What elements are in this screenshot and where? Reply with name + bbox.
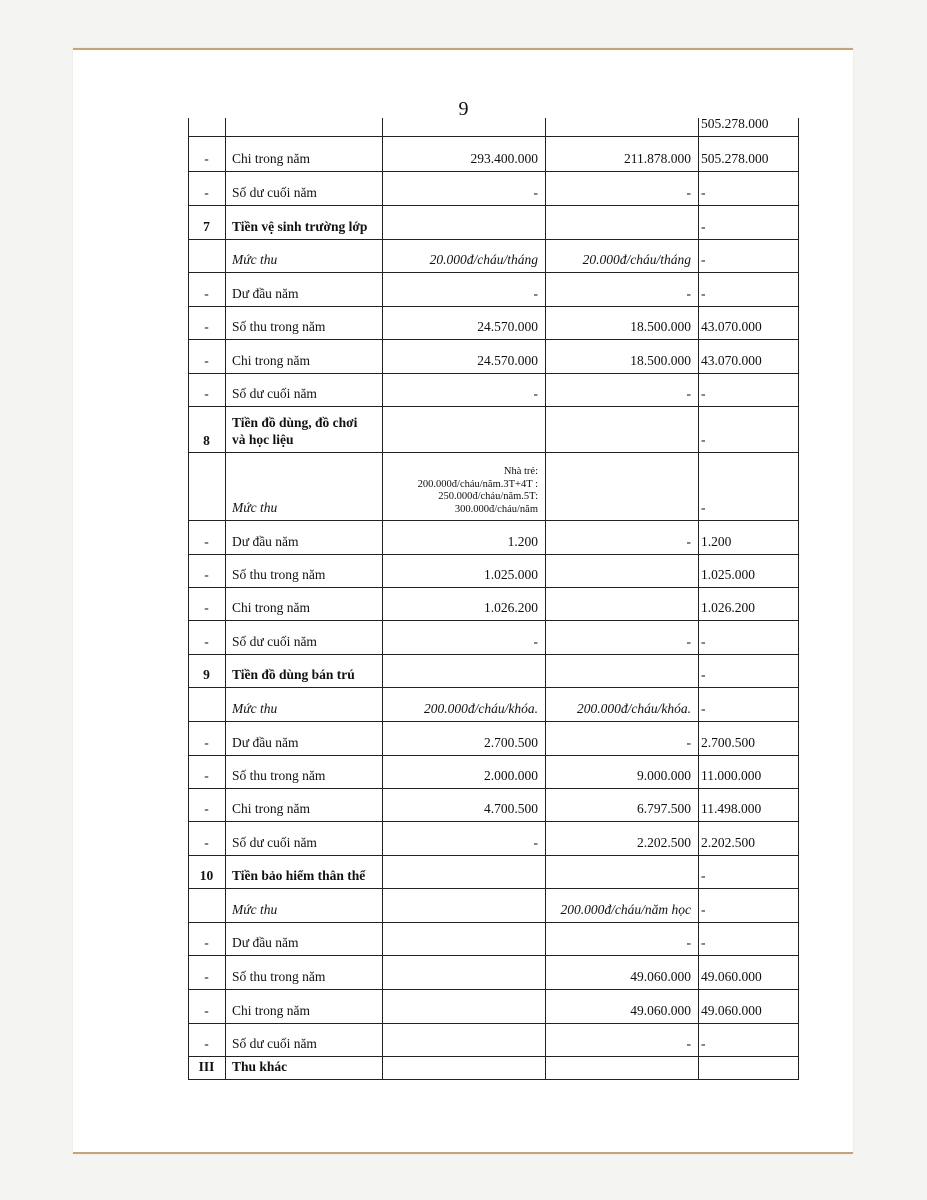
table-row (188, 374, 798, 407)
value-total: 1.025.000 (701, 567, 755, 582)
row-label: Chi trong năm (232, 1003, 310, 1018)
row-number: - (204, 768, 209, 783)
row-number: III (198, 1059, 215, 1074)
table-row (188, 172, 798, 206)
row-label: Chi trong năm (232, 353, 310, 368)
value-col-1: 1.025.000 (484, 567, 538, 582)
row-label: Mức thu (232, 500, 278, 515)
row-label: Số dư cuối năm (232, 835, 317, 850)
table-row (188, 822, 798, 856)
value-total: 1.026.200 (701, 600, 755, 615)
value-col-1: 4.700.500 (484, 801, 538, 816)
value-col-2: 200.000đ/cháu/năm học (560, 902, 691, 917)
value-col-2: 200.000đ/cháu/khóa. (577, 701, 691, 716)
value-total: - (701, 252, 706, 267)
row-number: 9 (203, 667, 210, 682)
row-label: Tiền bảo hiểm thân thể (232, 868, 366, 883)
row-label: Số thu trong năm (232, 567, 326, 582)
row-label: Số dư cuối năm (232, 1036, 317, 1051)
row-number: - (204, 600, 209, 615)
value-col-2: 6.797.500 (637, 801, 691, 816)
row-label: Số thu trong năm (232, 969, 326, 984)
row-label: Tiền đồ dùng bán trú (232, 667, 355, 682)
table-column-rule (382, 118, 383, 1080)
value-col-2: 18.500.000 (630, 319, 691, 334)
row-label: Thu khác (232, 1059, 288, 1074)
value-total: - (701, 667, 706, 682)
table-row (188, 273, 798, 307)
row-label: Dư đầu năm (232, 735, 299, 750)
value-col-1: 293.400.000 (470, 151, 538, 166)
table-row (188, 407, 798, 453)
row-label: Chi trong năm (232, 600, 310, 615)
table-row (188, 1024, 798, 1057)
row-label: Số dư cuối năm (232, 185, 317, 200)
row-label: Mức thu (232, 252, 278, 267)
row-number: 8 (203, 433, 210, 448)
value-col-1: - (533, 185, 538, 200)
value-col-2: - (686, 185, 691, 200)
value-col-1: 2.000.000 (484, 768, 538, 783)
table-column-rule (698, 118, 699, 1080)
table-row (188, 756, 798, 789)
table-row (188, 1057, 798, 1080)
value-col-2: - (686, 386, 691, 401)
value-col-2: 49.060.000 (630, 969, 691, 984)
table-row (188, 118, 798, 137)
value-total: - (701, 432, 706, 447)
row-number: - (204, 1036, 209, 1051)
table-column-rule (188, 118, 189, 1080)
value-total: 11.000.000 (701, 768, 762, 783)
row-label: Mức thu (232, 902, 278, 917)
value-total: - (701, 219, 706, 234)
row-number: - (204, 835, 209, 850)
table-row (188, 923, 798, 956)
value-total: - (701, 634, 706, 649)
value-total: 11.498.000 (701, 801, 762, 816)
row-label: Tiền đồ dùng, đồ chơi và học liệu (232, 415, 358, 447)
table-row (188, 621, 798, 655)
row-number: - (204, 935, 209, 950)
table-row (188, 889, 798, 923)
value-col-2: - (686, 534, 691, 549)
row-number: - (204, 969, 209, 984)
table-row (188, 990, 798, 1024)
table-row (188, 137, 798, 172)
value-total: - (701, 386, 706, 401)
row-number: - (204, 353, 209, 368)
table-row (188, 307, 798, 340)
value-col-1: 24.570.000 (477, 319, 538, 334)
table-row (188, 856, 798, 889)
row-number: 7 (203, 219, 210, 234)
value-col-1: 1.026.200 (484, 600, 538, 615)
row-number: 10 (199, 868, 214, 883)
row-label: Số dư cuối năm (232, 386, 317, 401)
value-total: - (701, 1036, 706, 1051)
value-col-1: 2.700.500 (484, 735, 538, 750)
row-number: - (204, 386, 209, 401)
row-number: - (204, 735, 209, 750)
table-row (188, 555, 798, 588)
row-number: - (204, 1003, 209, 1018)
value-col-1: - (533, 386, 538, 401)
value-col-2: - (686, 634, 691, 649)
row-number: - (204, 185, 209, 200)
page-number: 9 (458, 98, 469, 120)
value-col-1: - (533, 835, 538, 850)
value-col-1: Nhà trẻ: 200.000đ/cháu/năm.3T+4T : 250.000đ/cháu/năm.5T: 300.000đ/cháu/năm (417, 466, 538, 515)
table-row (188, 340, 798, 374)
value-total: - (701, 185, 706, 200)
value-total: - (701, 868, 706, 883)
value-total: - (701, 935, 706, 950)
row-number: - (204, 801, 209, 816)
value-total: 505.278.000 (701, 116, 769, 131)
value-col-1: - (533, 634, 538, 649)
value-col-2: 49.060.000 (630, 1003, 691, 1018)
row-label: Dư đầu năm (232, 286, 299, 301)
value-total: 505.278.000 (701, 151, 769, 166)
table-column-rule (545, 118, 546, 1080)
row-number: - (204, 286, 209, 301)
value-total: - (701, 286, 706, 301)
row-number: - (204, 634, 209, 649)
value-col-1: 24.570.000 (477, 353, 538, 368)
row-number: - (204, 567, 209, 582)
value-total: 1.200 (701, 534, 732, 549)
value-total: 43.070.000 (701, 353, 762, 368)
table-row (188, 521, 798, 555)
row-number: - (204, 151, 209, 166)
value-col-2: 2.202.500 (637, 835, 691, 850)
value-total: 2.202.500 (701, 835, 755, 850)
value-col-2: 20.000đ/cháu/tháng (582, 252, 691, 267)
value-total: 49.060.000 (701, 1003, 762, 1018)
row-label: Dư đầu năm (232, 935, 299, 950)
table-row (188, 688, 798, 722)
table-row (188, 240, 798, 273)
row-label: Số thu trong năm (232, 319, 326, 334)
value-col-2: 9.000.000 (637, 768, 691, 783)
row-label: Số thu trong năm (232, 768, 326, 783)
table-column-rule (225, 118, 226, 1080)
value-col-1: 200.000đ/cháu/khóa. (424, 701, 538, 716)
row-label: Số dư cuối năm (232, 634, 317, 649)
table-row (188, 453, 798, 521)
table-row (188, 789, 798, 822)
value-total: - (701, 902, 706, 917)
row-label: Chi trong năm (232, 151, 310, 166)
value-total: - (701, 701, 706, 716)
table-row (188, 722, 798, 756)
value-total: 43.070.000 (701, 319, 762, 334)
row-label: Mức thu (232, 701, 278, 716)
value-total: 2.700.500 (701, 735, 755, 750)
table-row (188, 588, 798, 621)
table-row (188, 655, 798, 688)
value-col-1: 20.000đ/cháu/tháng (429, 252, 538, 267)
row-number: - (204, 534, 209, 549)
value-col-2: - (686, 1036, 691, 1051)
table-row (188, 956, 798, 990)
row-label: Dư đầu năm (232, 534, 299, 549)
row-label: Chi trong năm (232, 801, 310, 816)
table-row (188, 206, 798, 240)
table-column-rule (798, 118, 799, 1080)
value-col-2: 18.500.000 (630, 353, 691, 368)
value-col-2: - (686, 735, 691, 750)
row-label: Tiền vệ sinh trường lớp (232, 219, 368, 234)
value-col-1: 1.200 (507, 534, 538, 549)
value-col-2: - (686, 286, 691, 301)
value-col-2: 211.878.000 (624, 151, 691, 166)
row-number: - (204, 319, 209, 334)
value-col-2: - (686, 935, 691, 950)
value-col-1: - (533, 286, 538, 301)
value-total: 49.060.000 (701, 969, 762, 984)
value-total: - (701, 500, 706, 515)
